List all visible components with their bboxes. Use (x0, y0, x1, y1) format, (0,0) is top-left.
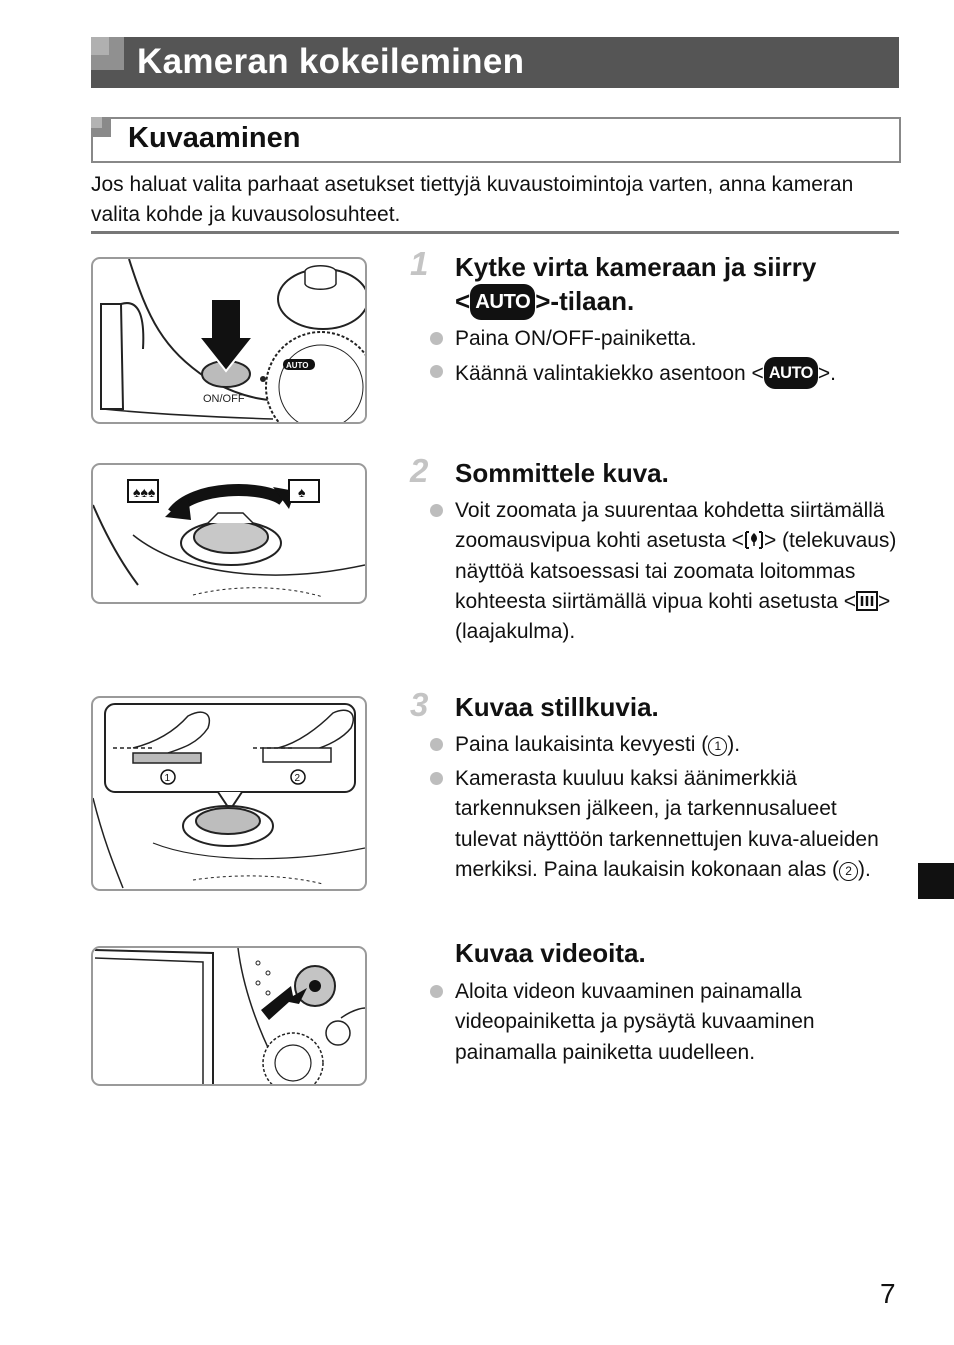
step-1-heading-prefix: < (455, 286, 471, 316)
bullet-dot-icon (430, 985, 443, 998)
telephoto-icon (744, 530, 764, 550)
section-title: Kuvaaminen (128, 122, 301, 154)
step-1-heading (455, 250, 816, 320)
title-decoration-light (91, 37, 109, 55)
page-number: 7 (880, 1278, 896, 1309)
step-2-heading: Sommittele kuva. (455, 458, 669, 488)
step-1-number: 1 (410, 245, 429, 282)
illustration-shutter-button (91, 696, 367, 891)
step-3-bullet-2: Kamerasta kuuluu kaksi äänimerkkiä tarkennuksen jälkeen, ja tarkennusalueet tulevat näyttöön tarkennettujen kuva-alueiden merkiksi. Paina laukaisin kokonaan alas ( 2 ). (430, 764, 900, 885)
svg-text:♠♠♠: ♠♠♠ (133, 484, 156, 500)
chapter-title: Kameran kokeileminen (137, 42, 525, 81)
section-decoration-light (91, 117, 102, 128)
step-1-bullet-1: Paina ON/OFF-painiketta. (430, 324, 900, 354)
auto-mode-icon: AUTO (470, 284, 535, 320)
bullet-dot-icon (430, 332, 443, 345)
video-bullet: Aloita videon kuvaaminen painamalla videopainiketta ja pysäytä kuvaaminen painamalla painiketta uudelleen. (430, 977, 900, 1068)
divider (91, 231, 899, 234)
step-2-bullet-1: Voit zoomata ja suurentaa kohdetta siirtämällä zoomausvipua kohti asetusta < > (telekuvaus) näyttöä katsoessasi tai zoomata loitommas kohteesta siirtämällä vipua kohti asetusta < > (laajakulma). (430, 496, 900, 647)
step-1-heading-suffix: >-tilaan. (535, 286, 635, 316)
bullet-dot-icon (430, 365, 443, 378)
illustration-zoom-lever (91, 463, 367, 604)
step-3-bullet-1: Paina laukaisinta kevyesti ( 1 ). (430, 730, 900, 760)
svg-text:1: 1 (164, 773, 171, 784)
marker-1: 1 (708, 737, 727, 756)
bullet-dot-icon (430, 772, 443, 785)
step-1-bullet-2: Käännä valintakiekko asentoon < AUTO >. (430, 357, 900, 389)
chapter-tab (918, 863, 954, 899)
step-2-number: 2 (410, 452, 429, 489)
illustration-video-button (91, 946, 367, 1086)
svg-text:2: 2 (294, 773, 301, 784)
step-1-heading-line1: Kytke virta kameraan ja siirry (455, 252, 817, 282)
step-3-number: 3 (410, 686, 429, 723)
bullet-dot-icon (430, 738, 443, 751)
marker-2: 2 (839, 862, 858, 881)
wide-angle-icon (856, 591, 878, 611)
video-heading: Kuvaa videoita. (455, 938, 646, 968)
step-3-heading: Kuvaa stillkuvia. (455, 692, 659, 722)
svg-text:AUTO: AUTO (286, 361, 309, 370)
illustration-power-button (91, 257, 367, 424)
svg-text:ON/OFF: ON/OFF (203, 393, 245, 405)
auto-mode-icon: AUTO (764, 357, 818, 389)
intro-text: Jos haluat valita parhaat asetukset tiettyjä kuvaustoimintoja varten, anna kameran valita kohde ja kuvausolosuhteet. (91, 173, 854, 226)
svg-text:♠: ♠ (298, 484, 306, 500)
bullet-dot-icon (430, 504, 443, 517)
